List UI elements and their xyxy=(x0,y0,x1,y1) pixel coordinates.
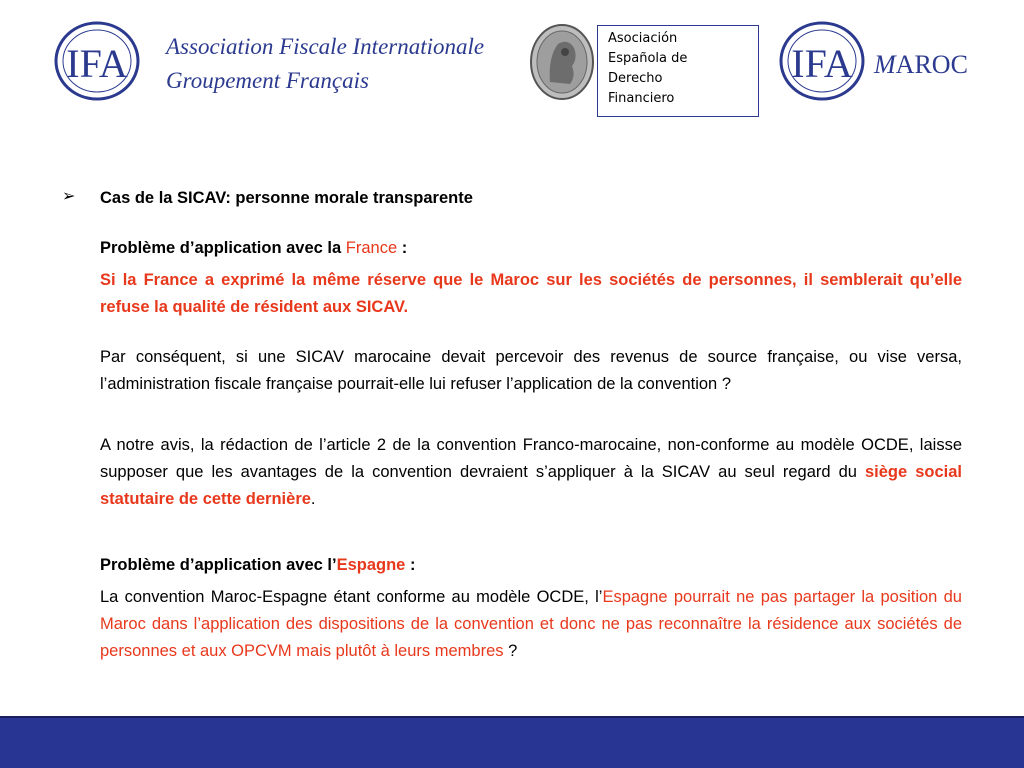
espagne-paragraph xyxy=(100,584,962,665)
maroc-label xyxy=(874,50,968,80)
espagne-red-text: Espagne pourrait ne pas partager la position du Maroc dans l’application des dispositions de la convention et donc ne pas reconnaître la résidence aux sociétés de personnes et aux OPCVM mais plutôt à leurs membres xyxy=(100,588,962,660)
ifa-logo-letters: IFA xyxy=(66,41,128,86)
maroc-rest: AROC xyxy=(895,50,968,79)
espagne-end: ? xyxy=(503,642,518,660)
france-country: France xyxy=(345,239,398,257)
maroc-initial: M xyxy=(874,50,896,79)
france-heading-suffix: : xyxy=(397,239,408,257)
ifa-logo-letters: IFA xyxy=(791,41,853,86)
avis-paragraph xyxy=(100,432,962,513)
coin-medallion-icon xyxy=(528,22,596,102)
avis-start: A notre avis, la rédaction de l’article 2 de la convention Franco-marocaine, non-conforme au modèle OCDE, laisse supposer que les avantages de la convention devraient s’appliquer à la SICAV au seul regard du xyxy=(100,436,962,481)
avis-end: . xyxy=(310,490,316,508)
aedf-line: Financiero xyxy=(608,91,675,106)
espagne-country: Espagne xyxy=(336,556,406,574)
espagne-heading-suffix: : xyxy=(405,556,416,574)
aedf-line: Derecho xyxy=(608,71,663,86)
footer-bar xyxy=(0,716,1024,768)
ifa-logo-right xyxy=(777,20,867,102)
aedf-name-box xyxy=(597,25,759,117)
france-red-paragraph: Si la France a exprimé la même réserve que le Maroc sur les sociétés de personnes, il semblerait qu’elle refuse la qualité de résident aux SICAV. xyxy=(100,271,962,316)
org-name-line1: Association Fiscale Internationale xyxy=(166,34,485,59)
consequence-paragraph: Par conséquent, si une SICAV marocaine devait percevoir des revenus de source française, ou vise versa, l’administration fiscale française pourrait-elle lui refuser l’application de la convention ? xyxy=(100,348,962,393)
france-heading-prefix: Problème d’application avec la xyxy=(100,239,346,257)
bullet-title: Cas de la SICAV: personne morale transparente xyxy=(100,189,473,207)
arrow-bullet-icon: ➢ xyxy=(62,188,76,205)
france-heading xyxy=(100,235,962,262)
espagne-start: La convention Maroc-Espagne étant conforme au modèle OCDE, l’ xyxy=(100,588,603,606)
espagne-heading-prefix: Problème d’application avec l’ xyxy=(100,556,337,574)
avis-highlight: siège social statutaire de cette dernière xyxy=(100,463,962,508)
org-name-line2: Groupement Français xyxy=(166,68,369,93)
ifa-logo-left xyxy=(52,20,142,102)
aedf-line: Asociación xyxy=(608,31,678,46)
espagne-heading xyxy=(100,552,962,579)
aedf-line: Española de xyxy=(608,51,688,66)
